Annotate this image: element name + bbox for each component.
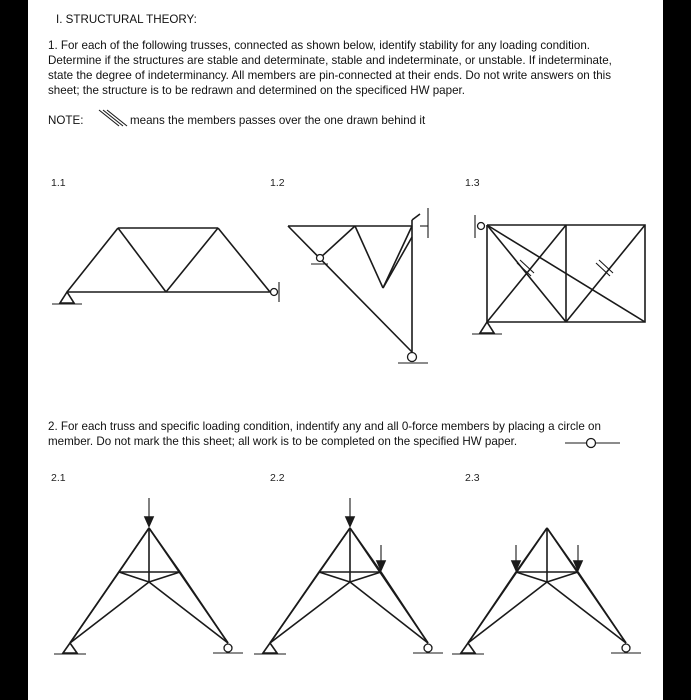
member-crossing-icon [99,110,127,126]
zero-force-member-icon [565,439,620,448]
load-arrow-icon [512,545,520,570]
roller-support-icon [413,644,443,653]
truss-2-3 [452,528,641,654]
q2-line-2: member. Do not mark the this sheet; all work is to be completed on the specified HW paper. [48,435,518,448]
note-label: NOTE: [48,114,84,127]
load-arrow-icon [145,498,153,526]
section-heading: I. STRUCTURAL THEORY: [56,13,197,26]
roller-support-icon [311,255,328,265]
truss-1-1 [52,228,279,304]
pin-support-icon [472,322,502,334]
q1-line-4: sheet; the structure is to be redrawn and determined on the specificed HW paper. [48,84,465,97]
figure-label-2-3: 2.3 [465,472,480,484]
figure-label-2-2: 2.2 [270,472,285,484]
roller-support-icon [213,644,243,653]
figure-label-1-1: 1.1 [51,177,66,189]
pin-support-icon [52,292,82,304]
truss-1-3 [472,215,645,334]
roller-support-icon [271,282,280,302]
q1-line-2: Determine if the structures are stable and determinate, stable and indeterminate, or unstable. If indeterminate, [48,54,612,67]
note-text: means the members passes over the one drawn behind it [130,114,426,127]
truss-2-1 [54,498,243,654]
roller-support-icon [398,353,428,364]
roller-support-icon [611,644,641,653]
pin-support-icon [452,643,484,654]
roller-support-icon [475,215,485,238]
pin-support-icon [254,643,286,654]
load-arrow-icon [574,545,582,570]
wall-support-icon [420,208,428,238]
q1-line-3: state the degree of indeterminancy. All members are pin-connected at their ends. Do not write answers on this [48,69,612,82]
truss-1-2 [288,208,428,363]
pin-support-icon [54,643,86,654]
q1-line-1: 1. For each of the following trusses, connected as shown below, identify stability for any loading condition. [48,39,590,52]
figure-label-2-1: 2.1 [51,472,66,484]
figure-label-1-2: 1.2 [270,177,285,189]
load-arrow-icon [346,498,354,526]
truss-2-2 [254,498,443,654]
figure-label-1-3: 1.3 [465,177,480,189]
load-arrow-icon [377,545,385,570]
q2-line-1: 2. For each truss and specific loading condition, indentify any and all 0-force members by placing a circle on [48,420,601,433]
